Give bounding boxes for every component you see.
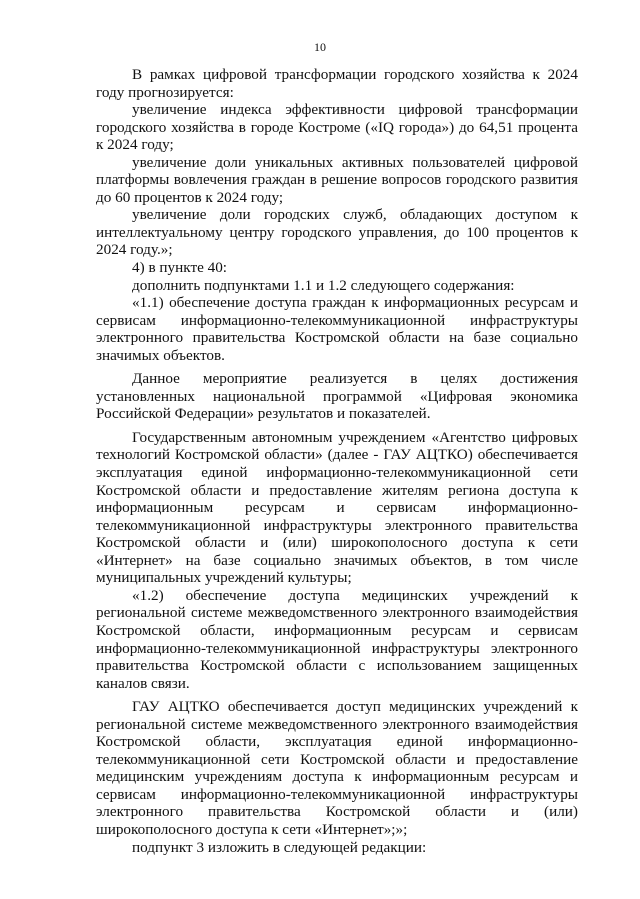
paragraph-iq-index: увеличение индекса эффективности цифровой трансформации городского хозяйства в городе Костроме («IQ города») до 64,51 процента к 2024 году; — [96, 101, 578, 154]
paragraph-gau-actko: Государственным автономным учреждением «Агентство цифровых технологий Костромской области» (далее - ГАУ АЦТКО) обеспечивается эксплуатация единой информационно-телекоммуникационной сети Костромской области и предоставление жителям региона доступа к информационным ресурсам и сервисам информационно-телекоммуникационной инфраструктуры электронного правительства Костромской области и (или) широкополосного доступа к сети «Интернет» на базе социально значимых объектов, в том числе муниципальных учреждений культуры; — [96, 428, 578, 587]
paragraph-city-services: увеличение доли городских служб, обладающих доступом к интеллектуальному центру городского управления, до 100 процентов к 2024 году.»; — [96, 206, 578, 259]
paragraph-intro: В рамках цифровой трансформации городского хозяйства к 2024 году прогнозируется: — [96, 66, 578, 101]
paragraph-subitem-1-1: «1.1) обеспечение доступа граждан к информационных ресурсам и сервисам информационно-телекоммуникационной инфраструктуры электронного правительства Костромской области на базе социально значимых объектов. — [96, 294, 578, 364]
paragraph-medical-access: ГАУ АЦТКО обеспечивается доступ медицинских учреждений к региональной системе межведомственного электронного взаимодействия Костромской области, эксплуатация единой информационно-телекоммуникационной сети Костромской области и предоставление медицинским учреждениям доступа к информационным ресурсам и сервисам информационно-телекоммуникационной инфраструктуры электронного правительства Костромской области и (или) широкополосного доступа к сети «Интернет»;»; — [96, 698, 578, 838]
document-body — [96, 66, 578, 856]
paragraph-subitem-3: подпункт 3 изложить в следующей редакции: — [132, 838, 427, 856]
paragraph-subitem-1-2: «1.2) обеспечение доступа медицинских учреждений к региональной системе межведомственного электронного взаимодействия Костромской области, информационным ресурсам и сервисам информационно-телекоммуникационной инфраструктуры электронного правительства Костромской области с использованием защищенных каналов связи. — [96, 586, 578, 692]
paragraph-item-4: 4) в пункте 40: — [132, 259, 228, 277]
paragraph-add-subitems: дополнить подпунктами 1.1 и 1.2 следующего содержания: — [132, 276, 515, 294]
paragraph-platform-users: увеличение доли уникальных активных пользователей цифровой платформы вовлечения граждан в решение вопросов городского развития до 60 процентов к 2024 году; — [96, 153, 578, 206]
paragraph-national-program: Данное мероприятие реализуется в целях достижения установленных национальной программой «Цифровая экономика Российской Федерации» результатов и показателей. — [96, 370, 578, 423]
page-number: 10 — [314, 40, 326, 54]
